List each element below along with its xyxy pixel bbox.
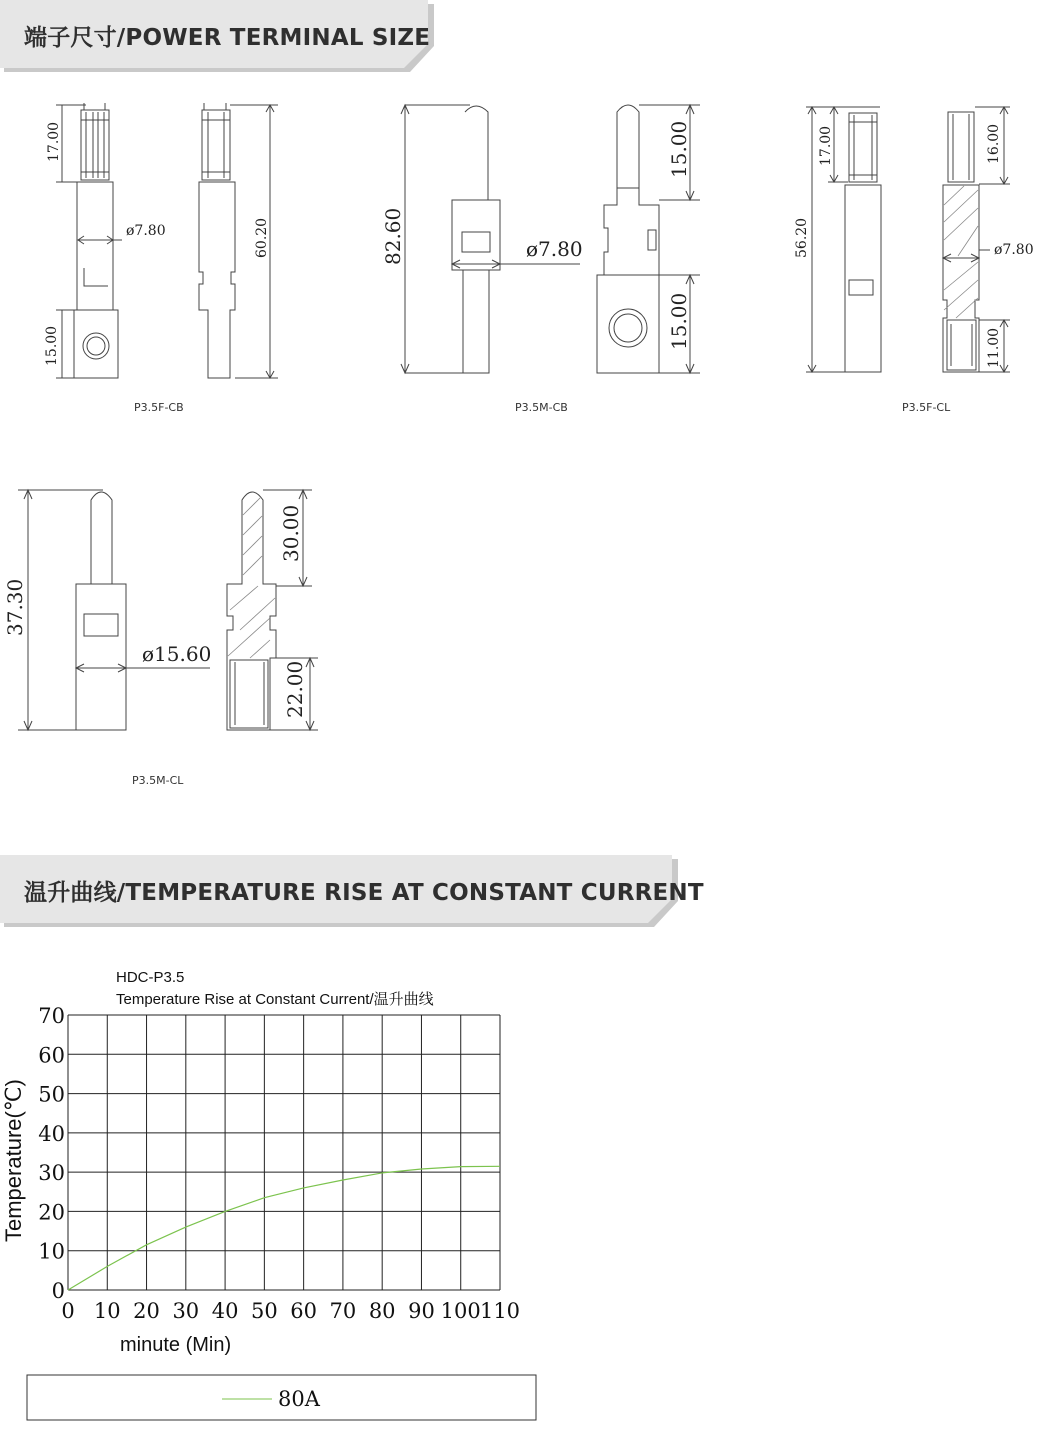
dim-17-00: 17.00 [46,121,62,162]
x-tick-label: 90 [408,1299,435,1323]
y-tick-label: 20 [38,1200,65,1225]
dim-56-20: 56.20 [794,217,810,258]
x-tick-label: 10 [93,1299,121,1323]
section-banner-temp-rise [0,855,704,925]
x-tick-label: 20 [133,1299,160,1323]
hatching-p35f-cl [944,186,978,318]
drawing-caption: P3.5M-CB [515,401,568,414]
drawing-caption: P3.5M-CL [132,774,184,787]
drawing-caption: P3.5F-CB [134,401,184,414]
x-tick-label: 60 [290,1299,318,1323]
chart-grid [68,1015,500,1290]
x-tick-label: 100 [440,1299,481,1323]
dim-82-60: 82.60 [381,207,405,265]
dim-60-20: 60.20 [254,217,270,258]
y-tick-label: 70 [38,1004,65,1028]
dim-30-00: 30.00 [279,504,303,562]
temperature-rise-chart [0,950,560,1430]
dim-15-00: 15.00 [44,325,60,366]
y-tick-label: 10 [38,1239,65,1264]
dim-diameter-7-80: ø7.80 [126,223,166,239]
dim-diameter-7-80: ø7.80 [526,237,583,261]
dim-11-00: 11.00 [986,327,1002,368]
hatching-p35m-cl [228,497,275,658]
x-tick-label: 50 [250,1299,278,1323]
drawing-p35f-cb [56,103,278,378]
section-title: 端子尺寸/POWER TERMINAL SIZE [24,25,431,51]
section-title: 温升曲线/TEMPERATURE RISE AT CONSTANT CURRENT [24,880,704,906]
x-tick-labels [61,1299,520,1323]
legend-label-80a: 80A [278,1387,320,1411]
y-tick-label: 40 [38,1121,65,1146]
dim-37-30: 37.30 [3,578,27,636]
dim-16-00: 16.00 [986,123,1002,164]
x-tick-label: 70 [329,1299,357,1323]
drawing-p35m-cl [18,490,318,730]
drawing-p35f-cl [806,107,1010,372]
y-tick-labels [38,1004,65,1303]
dim-diameter-15-60: ø15.60 [142,642,212,666]
chart-subtitle: Temperature Rise at Constant Current/温升曲线 [116,991,434,1008]
y-tick-label: 50 [38,1082,65,1107]
y-tick-label: 30 [38,1161,65,1186]
x-tick-label: 80 [368,1299,396,1323]
y-axis-label: Temperature(℃) [1,1079,26,1242]
x-tick-label: 110 [479,1299,521,1323]
x-tick-label: 40 [211,1299,239,1323]
dim-17-00: 17.00 [818,125,834,166]
x-axis-label: minute (Min) [120,1334,232,1356]
series-line-80a [68,1166,500,1290]
dim-15-00-top: 15.00 [667,120,691,178]
y-tick-label: 0 [51,1279,65,1303]
drawing-caption: P3.5F-CL [902,401,951,414]
y-tick-label: 60 [38,1043,65,1068]
x-tick-label: 0 [61,1299,75,1323]
dim-diameter-7-80: ø7.80 [994,242,1034,258]
x-tick-label: 30 [172,1299,200,1323]
dim-15-00-bottom: 15.00 [667,292,691,350]
dim-22-00: 22.00 [283,660,307,718]
chart-title: HDC-P3.5 [116,969,185,986]
